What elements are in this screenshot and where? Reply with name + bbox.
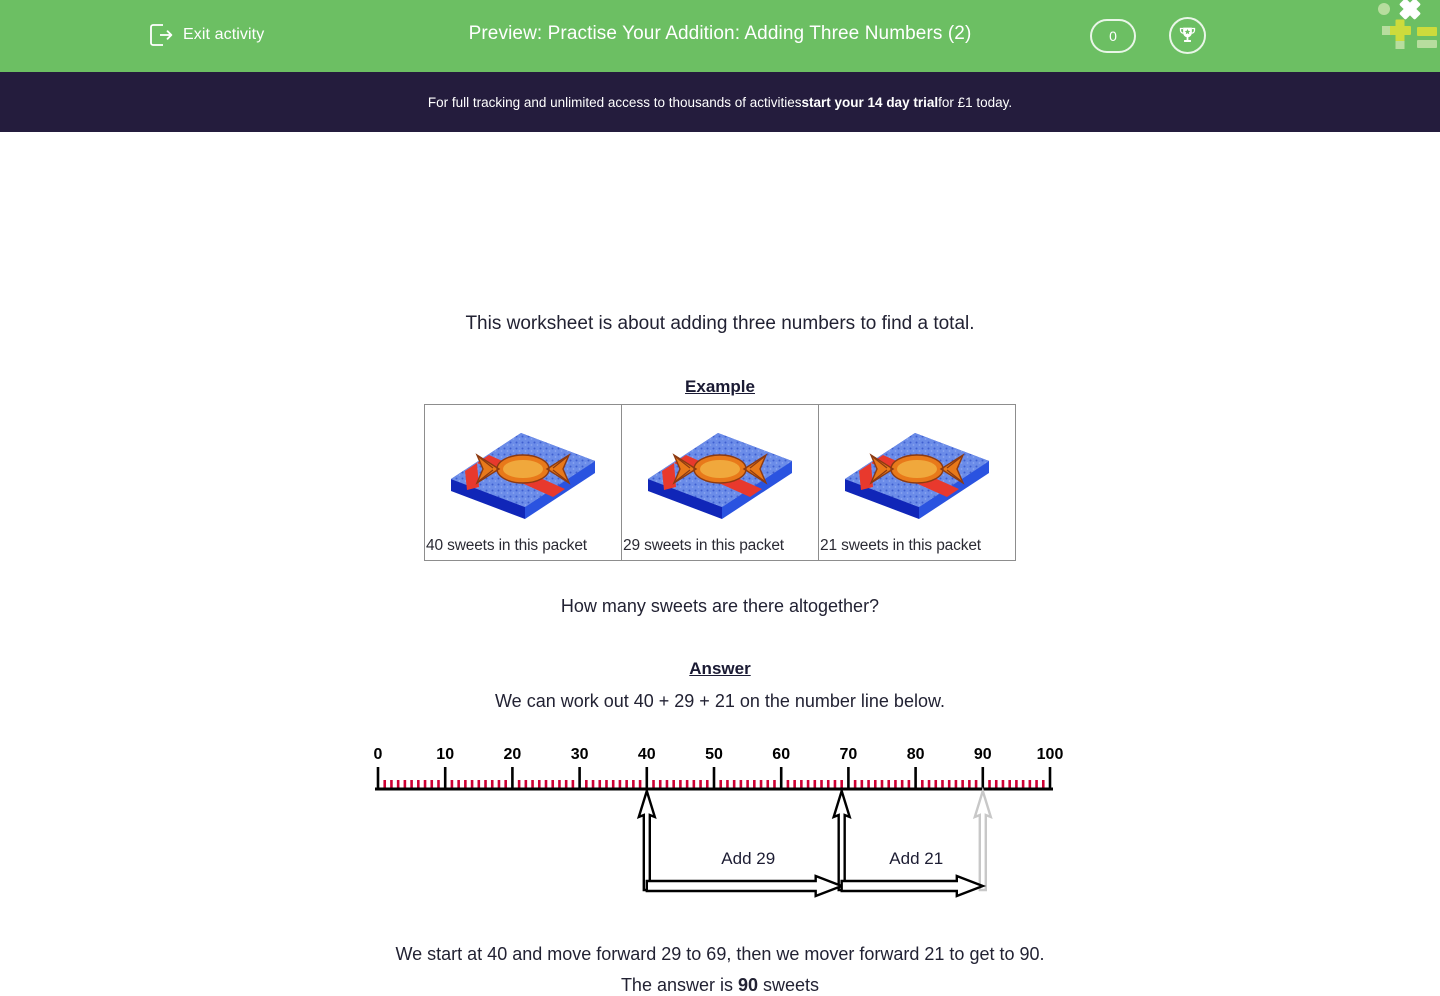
sweet-packets-table [424,404,1016,561]
conclusion-answer-value: 90 [737,975,759,995]
packet-cell-3 [819,405,1016,561]
packet-caption: 21 sweets in this packet [820,537,981,554]
number-line-diagram [360,742,1080,907]
conclusion-prefix: The answer is [620,975,738,995]
svg-text:80: 80 [906,746,925,763]
conclusion-line-1: We start at 40 and move forward 29 to 69, then we mover forward 21 to get to 90. [395,944,1045,964]
svg-text:20: 20 [503,746,522,763]
trophy-icon [1177,25,1198,46]
worksheet-intro: This worksheet is about adding three numbers to find a total. [465,313,975,334]
trial-banner-text-bold: start your 14 day trial [801,94,939,110]
svg-text:50: 50 [705,746,723,763]
packet-cell-2 [622,405,819,561]
conclusion-suffix: sweets [758,975,820,995]
score-counter-badge[interactable] [1090,19,1136,53]
example-heading: Example [685,377,755,396]
number-line-svg [360,742,1080,907]
page-title: Preview: Practise Your Addition: Adding Three Numbers (2) [468,23,972,44]
app-header [0,0,1440,72]
worksheet-question: How many sweets are there altogether? [560,596,880,616]
svg-text:100: 100 [1036,746,1064,763]
trial-banner-text-before: For full tracking and unlimited access to thousands of activities [427,94,802,110]
answer-heading: Answer [689,659,751,678]
sweet-packet-image [443,411,603,521]
packet-caption: 29 sweets in this packet [623,537,784,554]
sweet-packet-image [640,411,800,521]
answer-intro: We can work out 40 + 29 + 21 on the number line below. [495,691,945,711]
packet-cell-1 [425,405,622,561]
svg-text:60: 60 [772,746,791,763]
svg-text:40: 40 [637,746,656,763]
svg-text:Add 29: Add 29 [721,849,776,868]
svg-text:90: 90 [973,746,992,763]
conclusion-line-2 [0,975,1440,996]
trial-banner-text-after: for £1 today. [938,94,1013,110]
svg-text:Add 21: Add 21 [889,849,944,868]
exit-activity-label: Exit activity [183,26,265,43]
table-row [425,405,1016,561]
svg-text:10: 10 [436,746,455,763]
svg-text:70: 70 [839,746,858,763]
svg-text:30: 30 [570,746,589,763]
worksheet-body [0,132,1440,995]
sweet-packet-image [837,411,997,521]
trial-banner[interactable] [0,72,1440,132]
trophy-button[interactable] [1169,17,1206,54]
svg-text:0: 0 [373,746,383,763]
packet-caption: 40 sweets in this packet [426,537,587,554]
score-counter-value: 0 [1109,28,1117,44]
maths-symbols-logo [1370,0,1440,58]
